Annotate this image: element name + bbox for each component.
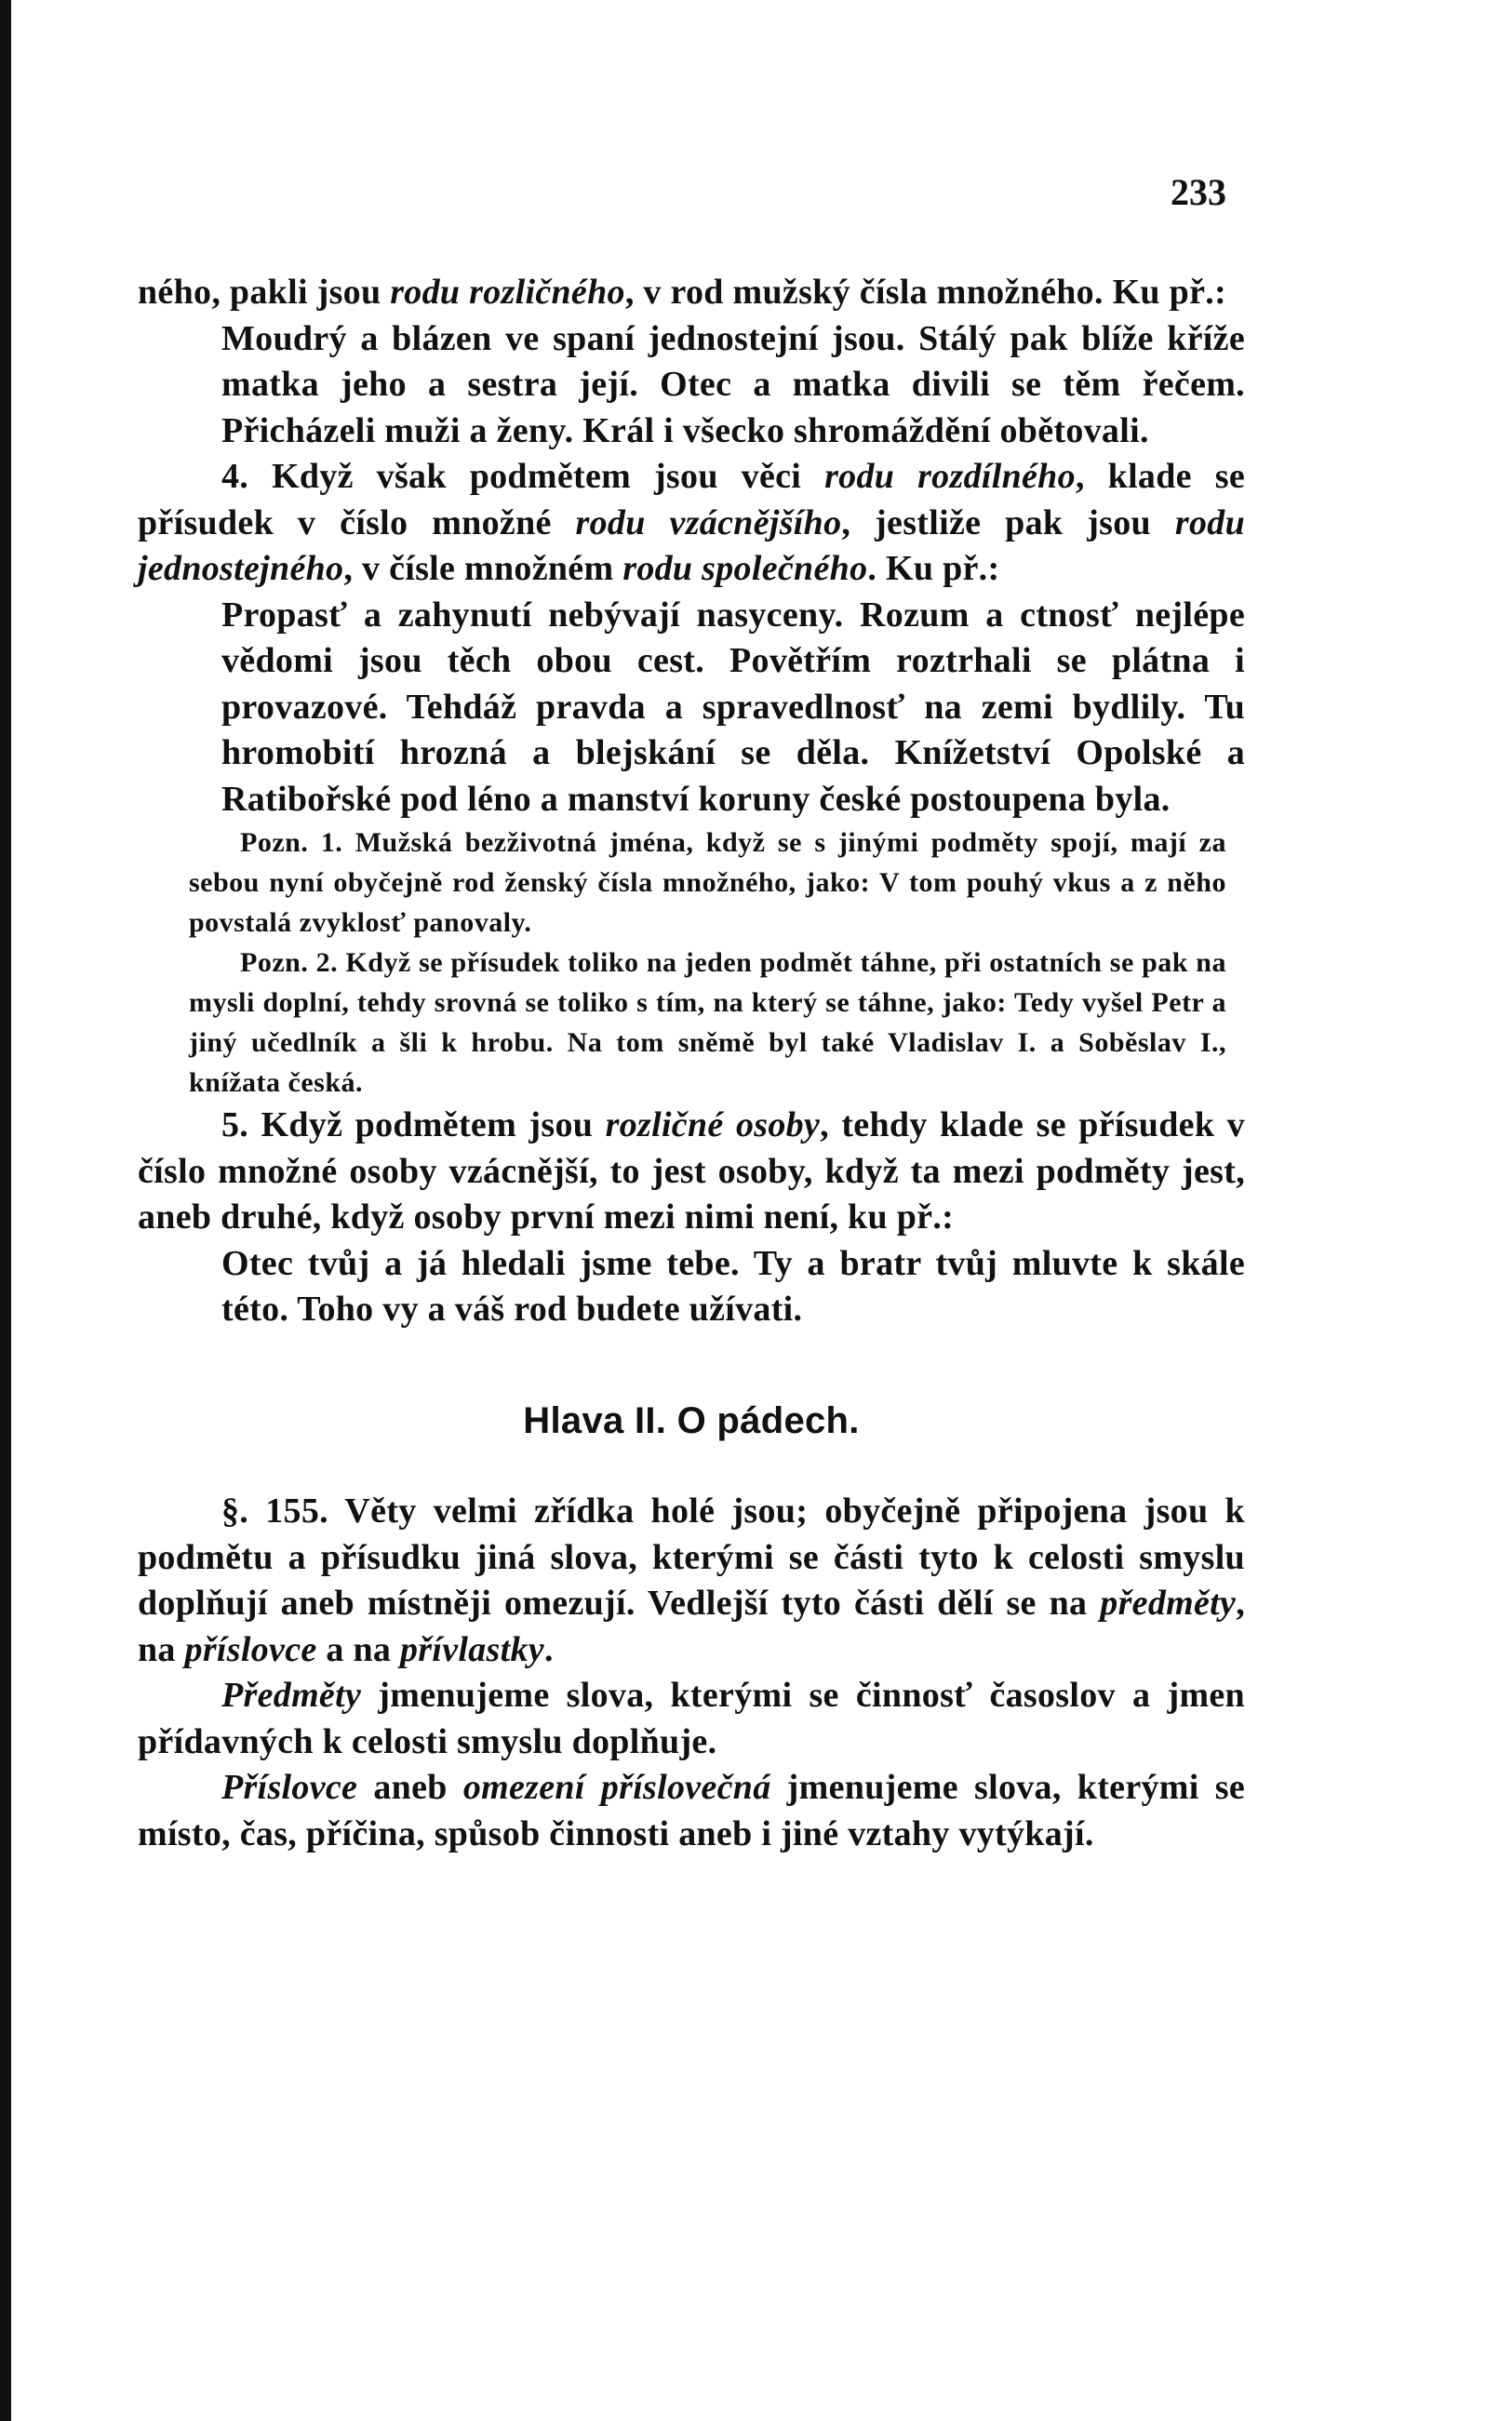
example-2: Propasť a zahynutí nebývají nasyceny. Rozum a ctnosť nejlépe vědomi jsou těch obou cest. Povětřím roztrhali se plátna i provazové. Tehdáž pravda a spravedlnosť na zemi bydlily. Tu hromobití hrozná a blejskání se děla. Knížetství Opolské a Ratibořské pod léno a manství koruny české postoupena byla. bbox=[221, 595, 1245, 819]
rule-4: 4. Když však podmětem jsou věci rodu rozdílného, klade se přísudek v číslo množné rodu vzácnějšího, jestliže pak jsou rodu jednostejného, v čísle množném rodu společného. Ku př.: bbox=[138, 457, 1245, 588]
note-1: Pozn. 1. Mužská bezživotná jména, když se s jinými podměty spojí, mají za sebou nyní obyčejně rod ženský čísla množného, jako: V tom pouhý vkus a z něho povstalá zvyklosť panovaly. bbox=[189, 827, 1226, 938]
note-2: Pozn. 2. Když se přísudek toliko na jeden podmět táhne, při ostatních se pak na mysli doplní, tehdy srovná se toliko s tím, na který se táhne, jako: Tedy vyšel Petr a jiný učedlník a šli k hrobu. Na tom sněmě byl také Vladislav I. a Soběslav I., knížata česká. bbox=[189, 947, 1226, 1098]
paragraph-prislovce: Příslovce aneb omezení příslovečná jmenujeme slova, kterými se místo, čas, příčina, spůsob činnosti aneb i jiné vztahy vytýkají. bbox=[138, 1768, 1245, 1853]
paragraph-continuation: ného, pakli jsou rodu rozličného, v rod mužský čísla množného. Ku př.: bbox=[138, 273, 1227, 312]
scan-edge bbox=[0, 0, 11, 2421]
paragraph-predmety: Předměty jmenujeme slova, kterými se činnosť časoslov a jmen přídavných k celosti smyslu doplňuje. bbox=[138, 1676, 1245, 1761]
paragraph-155: §. 155. Věty velmi zřídka holé jsou; obyčejně připojena jsou k podmětu a přísudku jiná slova, kterými se části tyto k celosti smyslu doplňují aneb místněji omezují. Vedlejší tyto části dělí se na předměty, na příslovce a na přívlastky. bbox=[138, 1491, 1245, 1669]
notes bbox=[138, 823, 1245, 1103]
rule-5: 5. Když podmětem jsou rozličné osoby, tehdy klade se přísudek v číslo množné osoby vzácnější, to jest osoby, když ta mezi podměty jest, aneb druhé, když osoby první mezi nimi není, ku př.: bbox=[138, 1105, 1245, 1237]
section-heading: Hlava II. O pádech. bbox=[523, 1399, 860, 1441]
example-3: Otec tvůj a já hledali jsme tebe. Ty a bratr tvůj mluvte k skále této. Toho vy a váš rod budete užívati. bbox=[221, 1243, 1245, 1329]
example-1: Moudrý a blázen ve spaní jednostejní jsou. Stálý pak blíže kříže matka jeho a sestra její. Otec a matka divili se těm řečem. Přicházeli muži a ženy. Král i všecko shromáždění obětovali. bbox=[221, 318, 1245, 450]
page-text bbox=[138, 270, 1245, 1857]
page-number: 233 bbox=[1171, 171, 1226, 213]
